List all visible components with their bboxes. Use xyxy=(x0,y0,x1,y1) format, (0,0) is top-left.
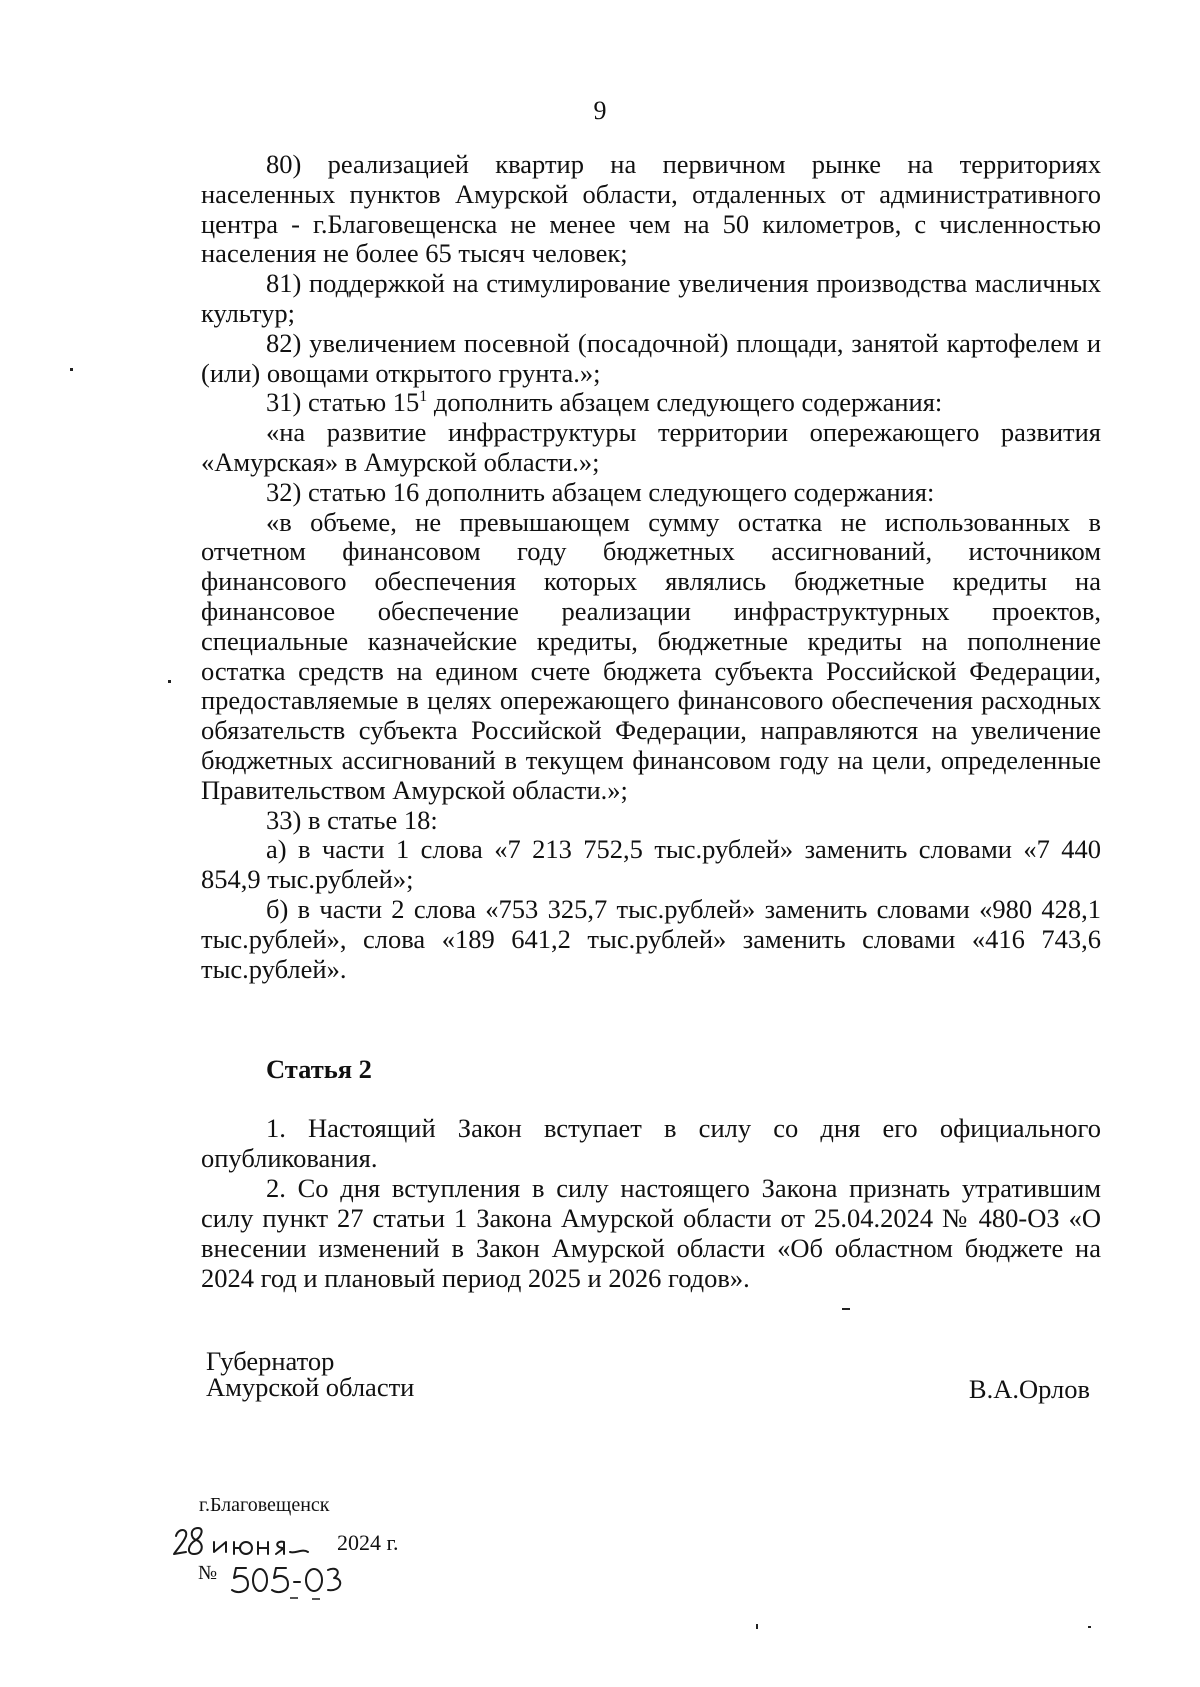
signing-date xyxy=(172,1522,399,1560)
place-of-signing: г.Благовещенск xyxy=(199,1494,330,1516)
paragraph: «на развитие инфраструктуры территории опережающего развития «Амурская» в Амурской области.»; xyxy=(201,417,1101,477)
superscript: 1 xyxy=(419,388,428,406)
paragraph: 1. Настоящий Закон вступает в силу со дня его официального опубликования. xyxy=(201,1113,1101,1173)
scan-speck xyxy=(168,680,171,683)
article-2-body xyxy=(201,1113,1101,1293)
signatory-title-line: Губернатор xyxy=(206,1346,335,1376)
page-number: 9 xyxy=(593,96,607,125)
paragraph: «в объеме, не превышающем сумму остатка не использованных в отчетном финансовом году бюджетных ассигнований, источником финансового обеспечения которых являлись бюджетные кредиты на финансовое обеспечение реализации инфраструктурных проектов, специальные казначейские кредиты, бюджетные кредиты на пополнение остатка средств на едином счете бюджета субъекта Российской Федерации, предоставляемые в целях опережающего финансового обеспечения расходных обязательств субъекта Российской Федерации, направляются на увеличение бюджетных ассигнований в текущем финансовом году на цели, определенные Правительством Амурской области.»; xyxy=(201,506,1101,805)
paragraph: а) в части 1 слова «7 213 752,5 тыс.рублей» заменить словами «7 440 854,9 тыс.рублей»; xyxy=(201,834,1101,895)
number-label: № xyxy=(198,1562,218,1584)
handwritten-date xyxy=(172,1522,322,1560)
paragraph: 82) увеличением посевной (посадочной) площади, занятой картофелем и (или) овощами открытого грунта.»; xyxy=(201,327,1101,388)
paragraph: 32) статью 16 дополнить абзацем следующего содержания: xyxy=(266,476,935,507)
paragraph-text: 31) статью 15 xyxy=(266,387,420,418)
date-year: 2024 г. xyxy=(337,1530,399,1555)
paragraph: 2. Со дня вступления в силу настоящего Закона признать утратившим силу пункт 27 статьи 1 Закона Амурской области от 25.04.2024 № 480-ОЗ «О внесении изменений в Закон Амурской области «Об областном бюджете на 2024 год и плановый период 2025 и 2026 годов». xyxy=(201,1173,1101,1293)
scan-speck xyxy=(756,1624,758,1629)
paragraph: б) в части 2 слова «753 325,7 тыс.рублей» заменить словами «980 428,1 тыс.рублей», слова «189 641,2 тыс.рублей» заменить словами «416 743,6 тыс.рублей». xyxy=(201,893,1101,984)
paragraph xyxy=(201,388,1101,418)
paragraph: 80) реализацией квартир на первичном рынке на территориях населенных пунктов Амурской области, отдаленных от административного центра - г.Благовещенска не менее чем на 50 километров, с численностью населения не более 65 тысяч человек; xyxy=(201,149,1101,269)
signatory-title xyxy=(206,1348,414,1400)
paragraph: 33) в статье 18: xyxy=(266,804,438,835)
paragraph-text: дополнить абзацем следующего содержания: xyxy=(427,387,943,418)
article-heading: Статья 2 xyxy=(266,1054,372,1084)
amendments-list xyxy=(201,150,1101,984)
scan-speck xyxy=(842,1308,850,1310)
signatory-title-line: Амурской области xyxy=(206,1372,415,1402)
paragraph: 81) поддержкой на стимулирование увеличения производства масличных культур; xyxy=(201,268,1101,328)
signatory-name: В.А.Орлов xyxy=(968,1374,1090,1404)
scan-speck xyxy=(1088,1626,1091,1628)
handwritten-number xyxy=(228,1562,348,1602)
scan-speck xyxy=(70,368,73,371)
